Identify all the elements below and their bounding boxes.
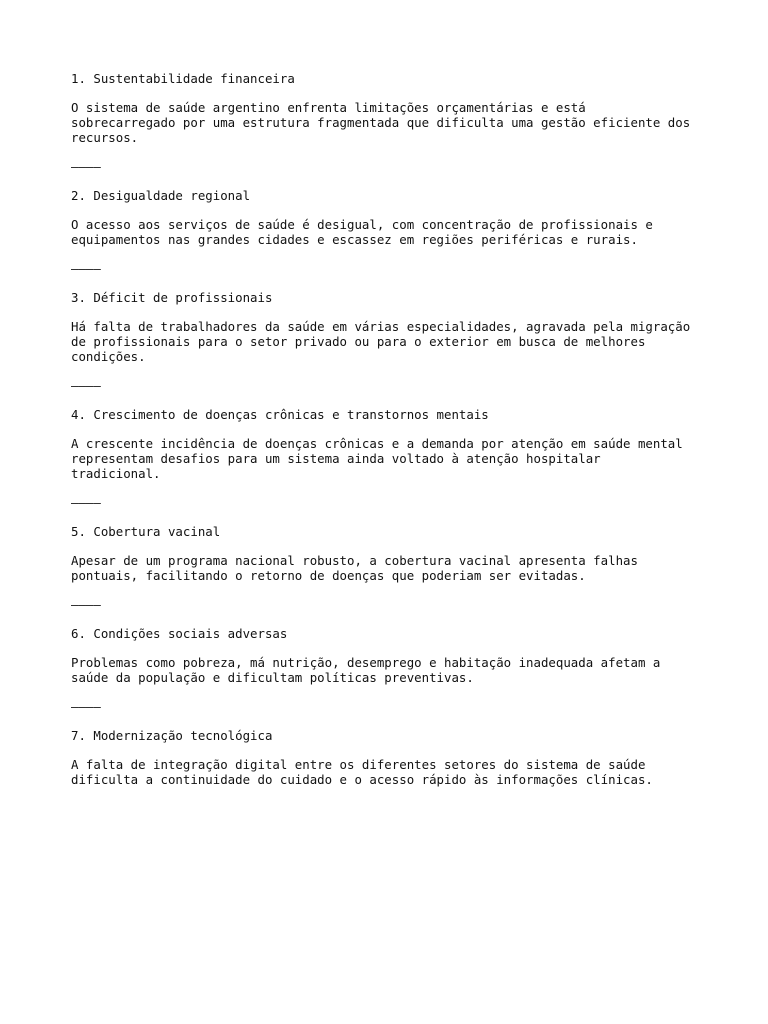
divider: ———— bbox=[71, 261, 101, 276]
section-body: A falta de integração digital entre os diferentes setores do sistema de saúde dificulta a continuidade do cuidado e o acesso rápido às informações clínicas. bbox=[71, 757, 653, 787]
section-title: 7. Modernização tecnológica bbox=[71, 728, 273, 743]
section-title: 5. Cobertura vacinal bbox=[71, 524, 221, 539]
section-body: O sistema de saúde argentino enfrenta limitações orçamentárias e está sobrecarregado por uma estrutura fragmentada que dificulta uma gestão eficiente dos recursos. bbox=[71, 100, 691, 145]
section-2 bbox=[71, 188, 711, 247]
section-1 bbox=[71, 71, 711, 145]
section-title: 6. Condições sociais adversas bbox=[71, 626, 288, 641]
section-body: Problemas como pobreza, má nutrição, desemprego e habitação inadequada afetam a saúde da população e dificultam políticas preventivas. bbox=[71, 655, 661, 685]
section-title: 1. Sustentabilidade financeira bbox=[71, 71, 295, 86]
section-5 bbox=[71, 524, 711, 583]
divider: ———— bbox=[71, 699, 101, 714]
section-title: 4. Crescimento de doenças crônicas e transtornos mentais bbox=[71, 407, 489, 422]
section-body: Apesar de um programa nacional robusto, a cobertura vacinal apresenta falhas pontuais, facilitando o retorno de doenças que poderiam ser evitadas. bbox=[71, 553, 638, 583]
divider: ———— bbox=[71, 159, 101, 174]
section-title: 3. Déficit de profissionais bbox=[71, 290, 273, 305]
section-title: 2. Desigualdade regional bbox=[71, 188, 251, 203]
section-7 bbox=[71, 728, 711, 787]
section-4 bbox=[71, 407, 711, 481]
divider: ———— bbox=[71, 495, 101, 510]
section-body: O acesso aos serviços de saúde é desigual, com concentração de profissionais e equipamentos nas grandes cidades e escassez em regiões periféricas e rurais. bbox=[71, 217, 653, 247]
section-6 bbox=[71, 626, 711, 685]
section-3 bbox=[71, 290, 711, 364]
section-body: Há falta de trabalhadores da saúde em várias especialidades, agravada pela migração de profissionais para o setor privado ou para o exterior em busca de melhores condições. bbox=[71, 319, 691, 364]
divider: ———— bbox=[71, 597, 101, 612]
divider: ———— bbox=[71, 378, 101, 393]
section-body: A crescente incidência de doenças crônicas e a demanda por atenção em saúde mental representam desafios para um sistema ainda voltado à atenção hospitalar tradicional. bbox=[71, 436, 683, 481]
document-page bbox=[71, 71, 711, 787]
